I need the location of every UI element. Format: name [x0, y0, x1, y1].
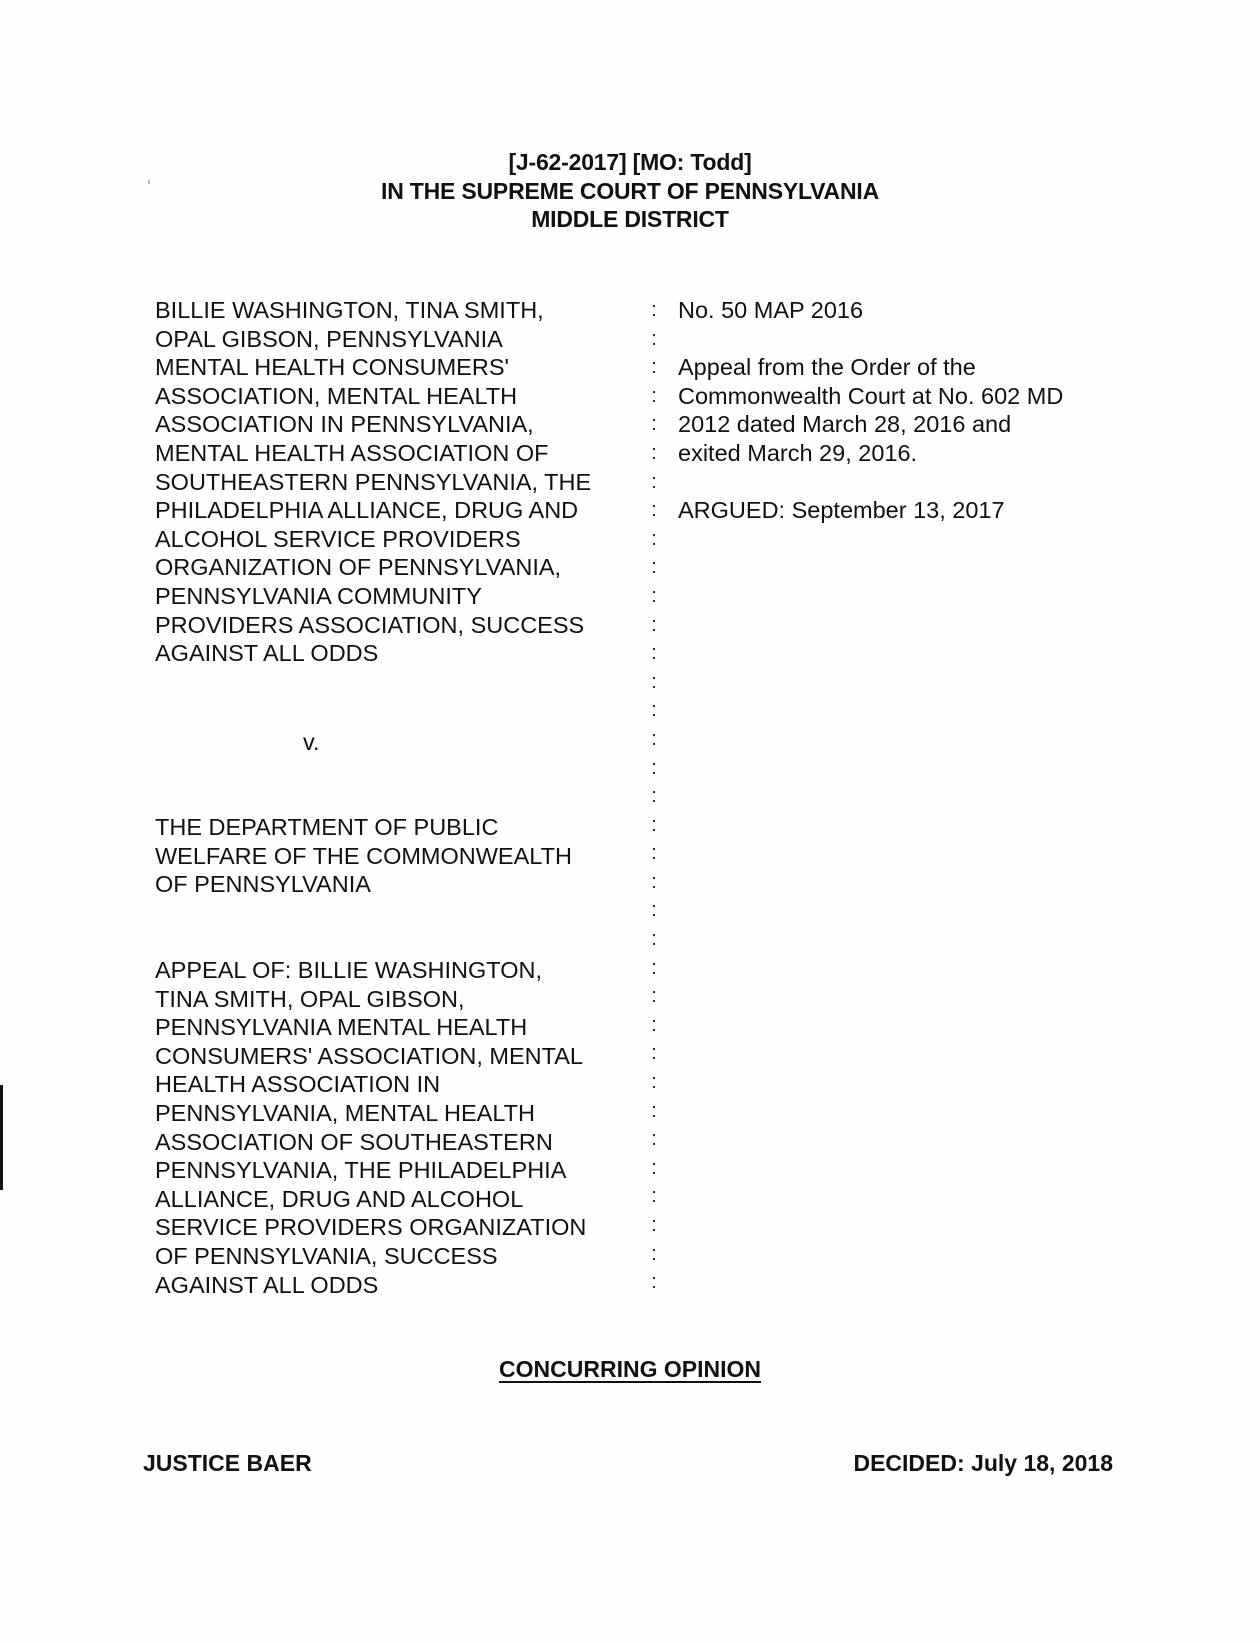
versus-label: v. [303, 729, 320, 755]
opinion-byline [143, 1450, 1113, 1477]
colon-mark: : [651, 985, 657, 1008]
colon-mark: : [651, 613, 657, 636]
justice-name: JUSTICE BAER [143, 1450, 312, 1476]
party-line: ASSOCIATION IN PENNSYLVANIA, [155, 411, 534, 438]
appeal-from-line: exited March 29, 2016. [678, 439, 918, 466]
party-line: PENNSYLVANIA COMMUNITY [155, 582, 482, 609]
party-line: MENTAL HEALTH CONSUMERS' [155, 354, 509, 381]
case-number: No. 50 MAP 2016 [678, 297, 864, 323]
party-line: MENTAL HEALTH ASSOCIATION OF [155, 439, 549, 466]
party-line: OPAL GIBSON, PENNSYLVANIA [155, 325, 503, 352]
party-line: ORGANIZATION OF PENNSYLVANIA, [155, 554, 562, 581]
party-line: OF PENNSYLVANIA [155, 871, 371, 898]
party-line: PENNSYLVANIA MENTAL HEALTH [155, 1014, 528, 1041]
appeal-from-line: Commonwealth Court at No. 602 MD [678, 382, 1064, 409]
appeal-of-block [155, 956, 586, 1299]
appeal-from-line: Appeal from the Order of the [678, 354, 976, 380]
court-district: MIDDLE DISTRICT [531, 206, 729, 232]
party-line: SERVICE PROVIDERS ORGANIZATION [155, 1214, 587, 1241]
party-line: ASSOCIATION OF SOUTHEASTERN [155, 1128, 553, 1155]
party-line: OF PENNSYLVANIA, SUCCESS [155, 1242, 498, 1269]
document-header [0, 148, 1260, 234]
party-line: APPEAL OF: BILLIE WASHINGTON, [155, 957, 542, 983]
party-line: PHILADELPHIA ALLIANCE, DRUG AND [155, 497, 579, 524]
party-line: ASSOCIATION, MENTAL HEALTH [155, 382, 518, 409]
colon-mark: : [651, 956, 657, 979]
caption-colon-divider [648, 296, 660, 1297]
colon-mark: : [651, 441, 657, 464]
colon-mark: : [651, 1271, 657, 1294]
colon-mark: : [651, 642, 657, 665]
decided-date: DECIDED: July 18, 2018 [853, 1450, 1113, 1476]
party-line: WELFARE OF THE COMMONWEALTH [155, 842, 572, 869]
colon-mark: : [651, 1013, 657, 1036]
colon-mark: : [651, 1099, 657, 1122]
colon-mark: : [651, 842, 657, 865]
colon-mark: : [651, 356, 657, 379]
colon-mark: : [651, 470, 657, 493]
party-line: ALCOHOL SERVICE PROVIDERS [155, 525, 521, 552]
party-line: HEALTH ASSOCIATION IN [155, 1071, 441, 1098]
colon-mark: : [651, 1128, 657, 1151]
appellee-block [155, 813, 572, 899]
colon-mark: : [651, 556, 657, 579]
colon-mark: : [651, 1042, 657, 1065]
party-line: AGAINST ALL ODDS [155, 640, 379, 667]
colon-mark: : [651, 499, 657, 522]
scan-margin-mark [0, 1085, 3, 1190]
colon-mark: : [651, 527, 657, 550]
colon-mark: : [651, 299, 657, 321]
colon-mark: : [651, 1071, 657, 1094]
appeal-from-line: 2012 dated March 28, 2016 and [678, 411, 1012, 438]
colon-mark: : [651, 699, 657, 722]
party-line: BILLIE WASHINGTON, TINA SMITH, [155, 297, 544, 323]
party-line: THE DEPARTMENT OF PUBLIC [155, 814, 499, 840]
colon-mark: : [651, 413, 657, 436]
colon-mark: : [651, 670, 657, 693]
colon-mark: : [651, 1214, 657, 1236]
colon-mark: : [651, 327, 657, 350]
colon-mark: : [651, 727, 657, 750]
docket-tag: [J-62-2017] [MO: Todd] [508, 149, 752, 175]
colon-mark: : [651, 756, 657, 779]
colon-mark: : [651, 870, 657, 893]
court-name: IN THE SUPREME COURT OF PENNSYLVANIA [381, 177, 879, 204]
party-line: ALLIANCE, DRUG AND ALCOHOL [155, 1185, 524, 1212]
opinion-title [0, 1356, 1260, 1383]
party-line: PROVIDERS ASSOCIATION, SUCCESS [155, 611, 585, 638]
appeal-from-block [678, 353, 1063, 467]
party-line: TINA SMITH, OPAL GIBSON, [155, 985, 465, 1012]
colon-mark: : [651, 785, 657, 808]
colon-mark: : [651, 1242, 657, 1265]
party-line: CONSUMERS' ASSOCIATION, MENTAL [155, 1042, 583, 1069]
colon-mark: : [651, 928, 657, 951]
appellants-block [155, 296, 591, 668]
colon-mark: : [651, 813, 657, 836]
colon-mark: : [651, 899, 657, 922]
party-line: AGAINST ALL ODDS [155, 1271, 379, 1298]
argued-date: ARGUED: September 13, 2017 [678, 497, 1005, 523]
opinion-title-text: CONCURRING OPINION [499, 1356, 761, 1382]
colon-mark: : [651, 1185, 657, 1208]
colon-mark: : [651, 1156, 657, 1179]
party-line: PENNSYLVANIA, MENTAL HEALTH [155, 1099, 536, 1126]
colon-mark: : [651, 584, 657, 607]
colon-mark: : [651, 384, 657, 407]
party-line: SOUTHEASTERN PENNSYLVANIA, THE [155, 468, 592, 495]
party-line: PENNSYLVANIA, THE PHILADELPHIA [155, 1157, 567, 1184]
